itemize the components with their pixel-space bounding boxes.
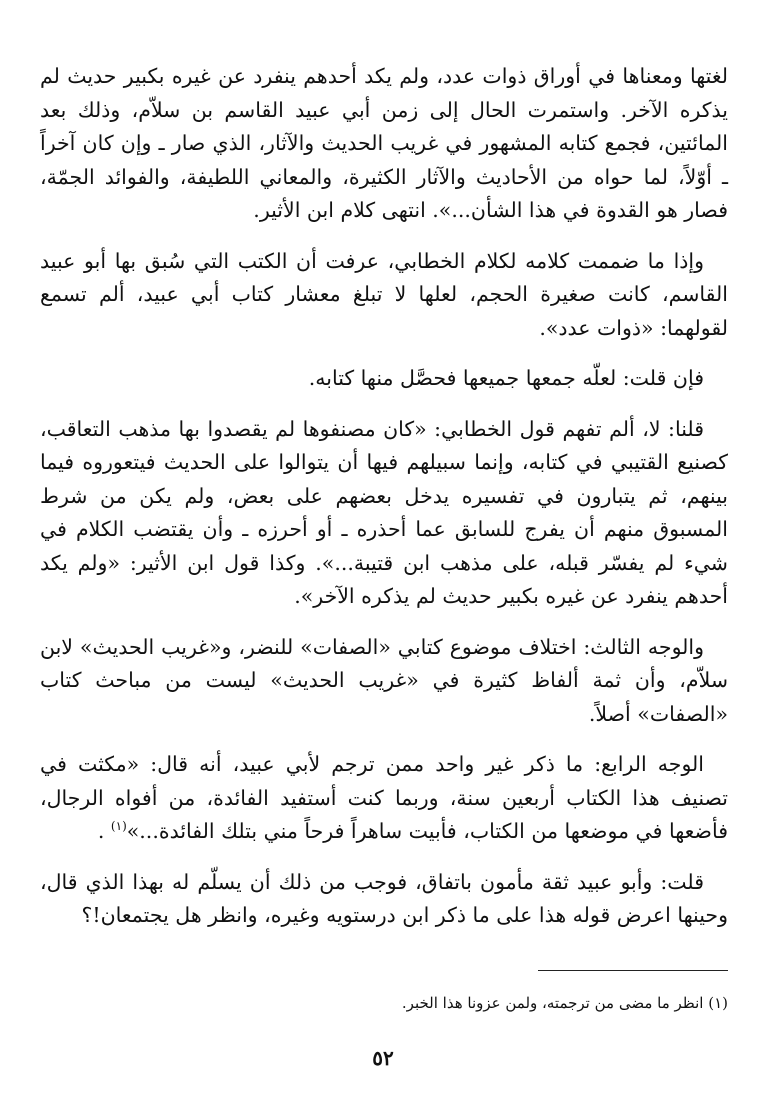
paragraph-6-text: الوجه الرابع: ما ذكر غير واحد ممن ترجم لأبي عبيد، أنه قال: «مكثت في تصنيف هذا الكتاب أربعين سنة، وربما كنت أستفيد الفائدة، من أفواه الرجال، فأضعها في موضعها من الكتاب، فأبيت ساهراً فرحاً مني بتلك الفائدة...» <box>40 752 728 843</box>
paragraph-5: والوجه الثالث: اختلاف موضوع كتابي «الصفات» للنضر، و«غريب الحديث» لابن سلاّم، وأن ثمة ألفاظ كثيرة في «غريب الحديث» ليست من مباحث كتاب «الصفات» أصلاً. <box>40 634 728 726</box>
footnote-reference: (١) <box>110 819 127 834</box>
page-number: ٥٢ <box>372 1046 394 1070</box>
paragraph-3: فإن قلت: لعلّه جمعها جميعها فحصَّل منها كتابه. <box>308 366 704 390</box>
footnote-divider <box>538 970 728 971</box>
paragraph-6: الوجه الرابع: ما ذكر غير واحد ممن ترجم لأبي عبيد، أنه قال: «مكثت في تصنيف هذا الكتاب أربعين سنة، وربما كنت أستفيد الفائدة، من أفواه الرجال، فأضعها في موضعها من الكتاب، فأبيت ساهراً فرحاً مني بتلك الفائدة...»$^{(١)}$ . <box>40 752 728 843</box>
page-body <box>40 60 728 950</box>
paragraph-1: لغتها ومعناها في أوراق ذوات عدد، ولم يكد أحدهم ينفرد عن غيره بكبير حديث لم يذكره الآخر. واستمرت الحال إلى زمن أبي عبيد القاسم بن سلاّم، وذلك بعد المائتين، فجمع كتابه المشهور في غريب الحديث والآثار، الذي صار ـ وإن كان آخراً ـ أوّلاً، لما حواه من الأحاديث والآثار الكثيرة، والمعاني اللطيفة، والفوائد الجمّة، فصار هو القدوة في هذا الشأن...». انتهى كلام ابن الأثير. <box>40 64 728 222</box>
paragraph-4: قلنا: لا، ألم تفهم قول الخطابي: «كان مصنفوها لم يقصدوا بها مذهب التعاقب، كصنيع القتيبي في كتابه، وإنما سبيلهم فيها أن يتوالوا على الحديث فيتعوروه فيما بينهم، ثم يتبارون في تفسيره يدخل بعضهم على بعض، ولم يكن من شرط المسبوق منهم أن يفرج للسابق عما أحذره ـ أو أحرزه ـ وأن يقتضب الكلام في شيء لم يفسّر قبله، على مذهب ابن قتيبة...». وكذا قول ابن الأثير: «ولم يكد أحدهم ينفرد عن غيره بكبير حديث لم يذكره الآخر». <box>40 416 728 608</box>
paragraph-2: وإذا ما ضممت كلامه لكلام الخطابي، عرفت أن الكتب التي سُبق بها أبو عبيد القاسم، كانت صغيرة الحجم، لعلها لا تبلغ معشار كتاب أبي عبيد، ألم تسمع لقولهما: «ذوات عدد». <box>40 248 728 340</box>
footnote: (١) انظر ما مضى من ترجمته، ولمن عزونا هذا الخبر. <box>401 994 728 1012</box>
paragraph-7: قلت: وأبو عبيد ثقة مأمون باتفاق، فوجب من ذلك أن يسلّم له بهذا الذي قال، وحينها اعرض قوله هذا على ما ذكر ابن درستويه وغيره، وانظر هل يجتمعان!؟ <box>40 869 728 927</box>
